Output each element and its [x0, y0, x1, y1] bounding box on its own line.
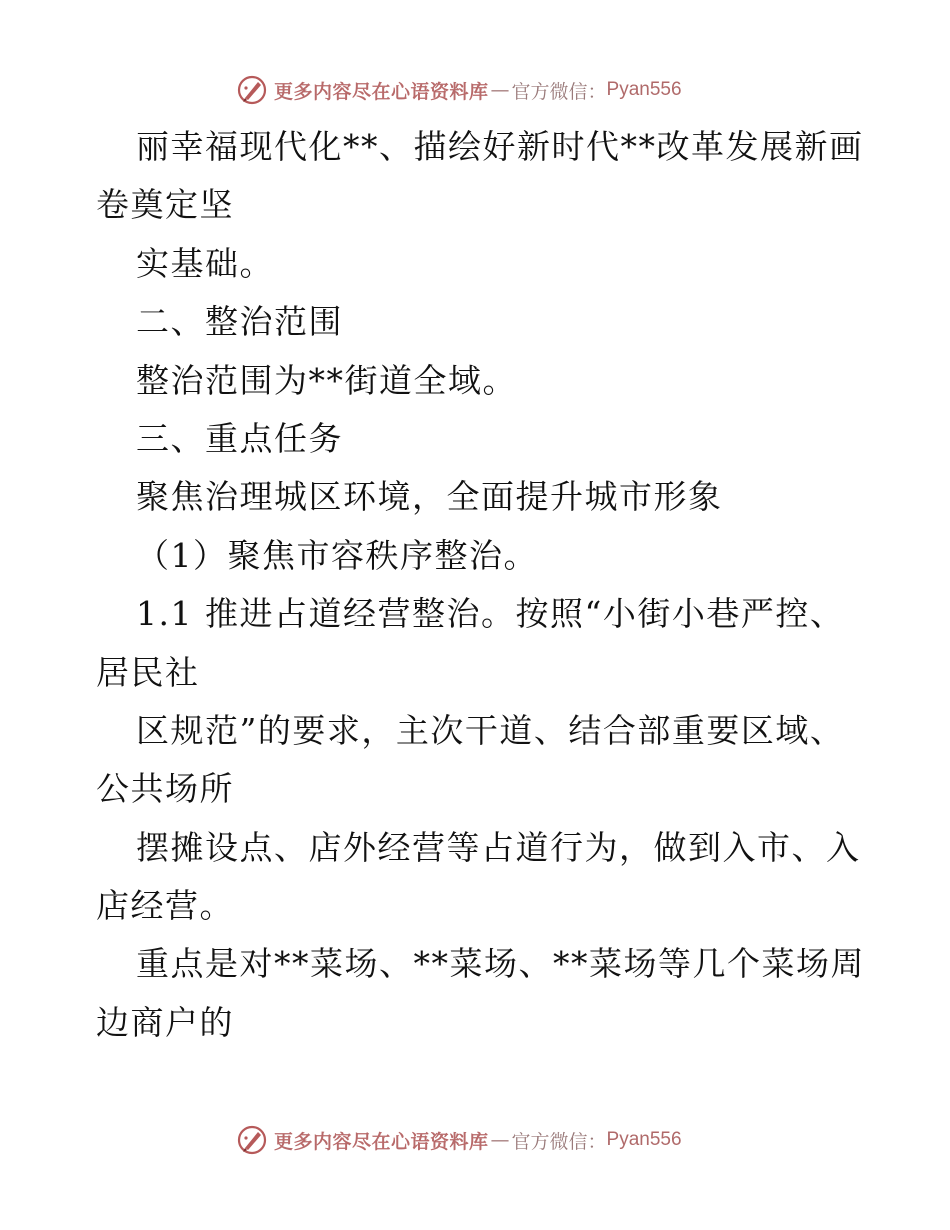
subsection-heading: （1）聚焦市容秩序整治。 [136, 535, 538, 575]
text-line: 边商户的 [96, 1002, 234, 1042]
watermark-brand-text: 更多内容尽在心语资料库 [274, 80, 489, 103]
watermark-wechat-id: Pyan556 [606, 79, 682, 100]
text-line: 重点是对**菜场、**菜场、**菜场等几个菜场周 [136, 944, 865, 984]
text-line: 店经营。 [96, 886, 234, 926]
text-line: 丽幸福现代化**、描绘好新时代**改革发展新画 [136, 127, 864, 166]
quill-pen-logo-icon [236, 1124, 268, 1156]
text-line: 居民社 [96, 652, 200, 692]
watermark-dash: — [490, 1129, 510, 1151]
text-line: 区规范”的要求，主次干道、结合部重要区域、 [136, 710, 845, 750]
text-line: 摆摊设点、店外经营等占道行为，做到入市、入 [136, 827, 861, 867]
watermark-dash: — [490, 79, 510, 101]
watermark-wechat-id: Pyan556 [606, 1129, 682, 1150]
watermark-wechat-label: 官方微信： [511, 1130, 607, 1153]
text-line: 聚焦治理城区环境，全面提升城市形象 [136, 477, 723, 517]
quill-pen-logo-icon [236, 74, 268, 106]
section-heading: 二、整治范围 [136, 302, 343, 342]
section-heading: 三、重点任务 [136, 418, 343, 458]
text-line: 实基础。 [136, 243, 274, 283]
text-line: 整治范围为**街道全域。 [136, 360, 517, 400]
watermark-wechat-label: 官方微信： [511, 80, 607, 103]
header-watermark [236, 72, 682, 108]
document-body [96, 118, 865, 1052]
text-line: 1.1 推进占道经营整治。按照“小街小巷严控、 [136, 594, 845, 634]
text-line: 公共场所 [96, 769, 234, 809]
text-line: 卷奠定坚 [96, 185, 234, 225]
watermark-brand-text: 更多内容尽在心语资料库 [274, 1130, 489, 1153]
footer-watermark [236, 1122, 682, 1158]
